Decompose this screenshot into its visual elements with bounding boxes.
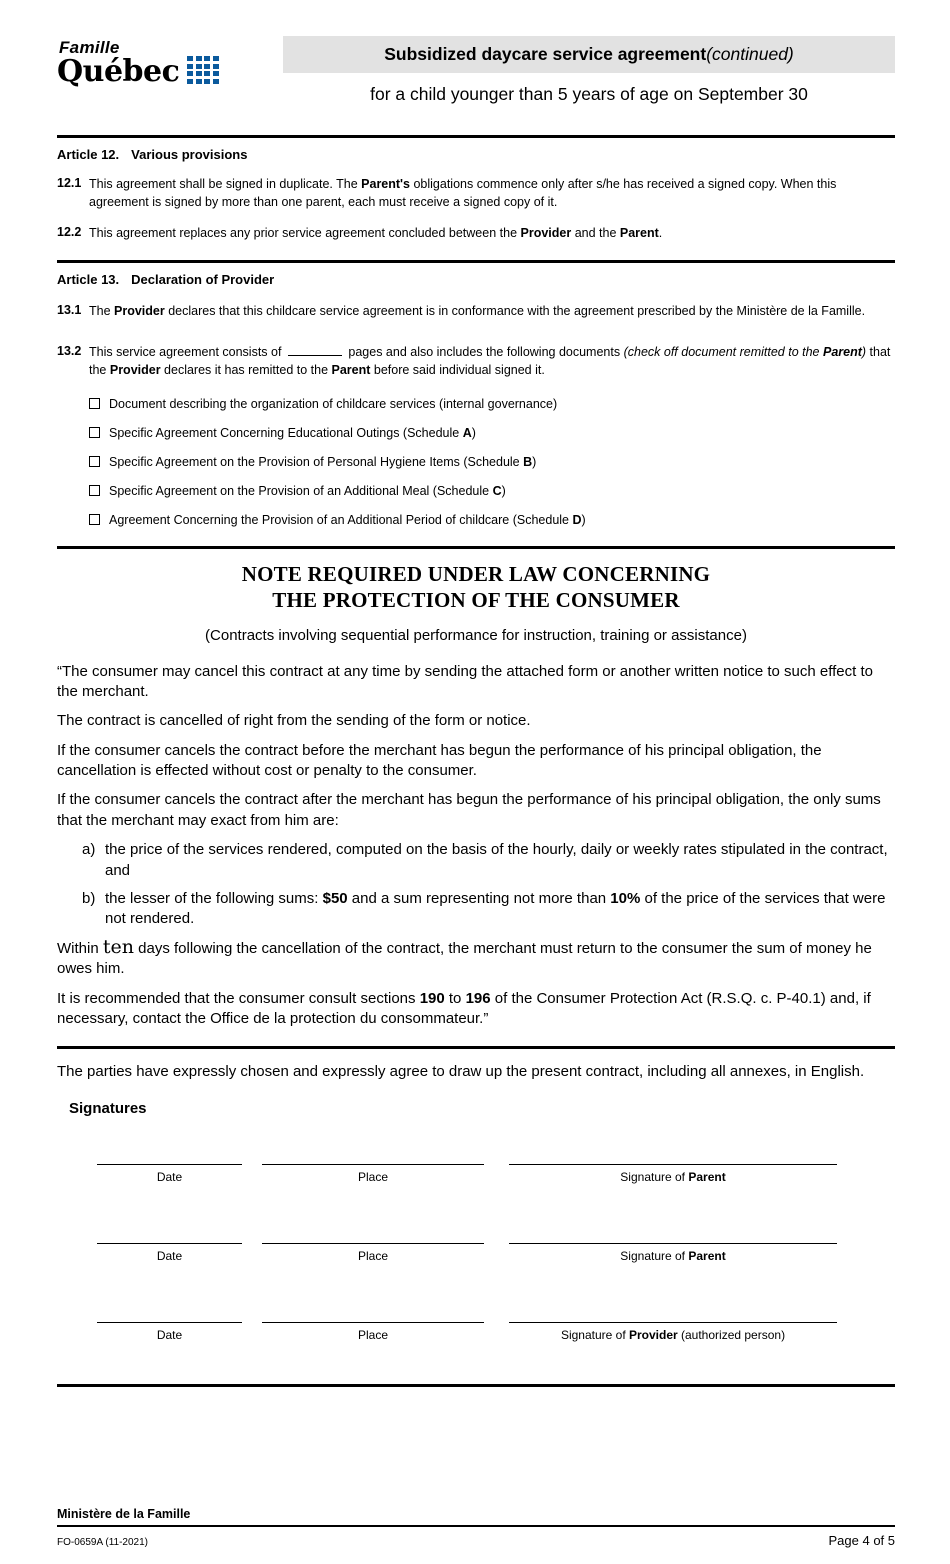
- text-segment: (continued): [706, 44, 794, 64]
- text-segment: Document describing the organization of childcare services (internal governance): [109, 397, 558, 411]
- footer-divider: [57, 1525, 895, 1527]
- signature-label: [509, 1170, 837, 1184]
- clause-13-1-number: 13.1: [57, 302, 82, 317]
- text-segment: .: [658, 226, 663, 240]
- text-segment: 190: [419, 989, 445, 1007]
- text-segment: Signature of: [620, 1248, 689, 1263]
- text-segment: Specific Agreement on the Provision of Personal Hygiene Items (Schedule: [109, 455, 524, 469]
- logo-quebec-text: Québec: [57, 54, 180, 89]
- note-body: [57, 662, 895, 1030]
- signatures-heading: Signatures: [69, 1099, 147, 1117]
- provider-signature-line[interactable]: [509, 1309, 837, 1323]
- text-segment: Parent: [688, 1248, 726, 1263]
- place-label: Place: [357, 1327, 389, 1342]
- note-list: [82, 840, 895, 930]
- text-segment: the price of the services rendered, computed on the basis of the hourly, daily or weekly rates stipulated in the contract, and: [105, 841, 888, 879]
- parent-signature-line-2[interactable]: [509, 1230, 837, 1244]
- text-segment: Agreement Concerning the Provision of an Additional Period of childcare (Schedule: [109, 513, 573, 527]
- text-segment: This agreement replaces any prior service agreement concluded between the: [89, 226, 521, 240]
- text-segment: ): [501, 484, 506, 498]
- text-segment: before said individual signed it.: [370, 362, 545, 377]
- text-segment: and the: [571, 226, 620, 240]
- text-segment: Provider: [520, 226, 572, 240]
- section-divider: [57, 1384, 895, 1387]
- clause-13-2: [57, 344, 895, 379]
- text-segment: $50: [322, 890, 348, 908]
- note-subtitle: (Contracts involving sequential performance for instruction, training or assistance): [205, 626, 747, 644]
- date-signature-line-1[interactable]: [97, 1151, 242, 1165]
- date-label: Date: [156, 1327, 183, 1342]
- ministry-name: Ministère de la Famille: [57, 1507, 191, 1521]
- text-segment: pages and also includes the following documents: [344, 345, 624, 359]
- note-title-line1: NOTE REQUIRED UNDER LAW CONCERNING: [241, 562, 711, 586]
- place-label: Place: [357, 1248, 389, 1263]
- consumer-protection-note: [57, 549, 895, 1038]
- text-segment: Provider: [114, 303, 165, 318]
- text-segment: A: [462, 426, 472, 440]
- note-paragraph-3: [57, 741, 895, 782]
- form-title-banner: [283, 36, 895, 73]
- list-item-a-text: [105, 840, 895, 881]
- note-title: [57, 561, 895, 614]
- text-segment: Within: [57, 939, 103, 957]
- text-segment: 10%: [610, 890, 641, 908]
- header-title-block: [283, 36, 895, 105]
- clause-13-1-text: [89, 303, 895, 321]
- text-segment: It is recommended that the consumer consult sections: [57, 989, 420, 1007]
- place-label: Place: [357, 1169, 389, 1184]
- place-signature-line-3[interactable]: [262, 1309, 484, 1323]
- text-segment: Parent: [688, 1169, 726, 1184]
- text-segment: of the Consumer Protection Act (R.S.Q. c. P-40.1) and, if necessary, contact the Office de la protection du consommateur.”: [57, 989, 871, 1027]
- article-13-section: [57, 263, 895, 543]
- text-segment: “The consumer may cancel this contract at any time by sending the attached form or another written notice to such effect to the merchant.: [57, 662, 873, 700]
- text-segment: If the consumer cancels the contract before the merchant has begun the performance of his principal obligation, the cancellation is effected without cost or penalty to the consumer.: [57, 741, 822, 780]
- text-segment: C: [492, 484, 502, 498]
- language-clause: The parties have expressly chosen and expressly agree to draw up the present contract, including all annexes, in English.: [57, 1063, 865, 1081]
- date-signature-line-2[interactable]: [97, 1230, 242, 1244]
- text-segment: D: [572, 513, 582, 527]
- text-segment: If the consumer cancels the contract after the merchant has begun the performance of his principal obligation, the only sums that the merchant may exact from him are:: [57, 791, 881, 829]
- form-subtitle: for a child younger than 5 years of age on September 30: [370, 84, 808, 104]
- logo-famille-text: Famille: [59, 38, 120, 57]
- text-segment: Provider: [109, 362, 161, 377]
- clause-13-2-text: [89, 344, 895, 379]
- quebec-government-logo: [57, 36, 283, 87]
- signature-label: [509, 1249, 837, 1263]
- text-segment: declares it has remitted to the: [160, 362, 332, 377]
- checkbox-label: [109, 513, 586, 528]
- note-paragraph-1: [57, 662, 895, 703]
- clause-12-1-number: 12.1: [57, 176, 82, 190]
- text-segment: Parent: [822, 345, 862, 359]
- text-segment: Signature of: [560, 1327, 629, 1342]
- clause-13-1: [57, 303, 895, 321]
- text-segment: the lesser of the following sums:: [105, 890, 323, 908]
- note-paragraph-6: [57, 989, 895, 1030]
- text-segment: ): [532, 455, 537, 469]
- page-number: Page 4 of 5: [828, 1533, 895, 1548]
- place-signature-line-2[interactable]: [262, 1230, 484, 1244]
- checkbox-label: [109, 455, 536, 470]
- article-12-heading: [57, 147, 895, 162]
- text-segment: 196: [465, 989, 491, 1007]
- text-segment: obligations commence only after s/he has received a signed copy. When this agreement is signed by more than one parent, each must receive a signed copy of it.: [89, 177, 837, 209]
- text-segment: and a sum representing not more than: [347, 890, 611, 908]
- note-paragraph-5: [57, 935, 895, 980]
- text-segment: Signature of: [620, 1169, 689, 1184]
- text-segment: B: [523, 455, 533, 469]
- quebec-flag-icon: [187, 56, 219, 84]
- signature-label: [509, 1328, 837, 1342]
- clause-12-1-text: [89, 176, 895, 211]
- page-footer: [57, 1507, 895, 1564]
- signature-row-provider: [97, 1309, 895, 1342]
- text-segment: (check off document remitted to the: [623, 345, 823, 359]
- checkbox-icon[interactable]: [89, 485, 100, 496]
- checkbox-row-schedule-c[interactable]: [89, 484, 895, 499]
- text-segment: Specific Agreement on the Provision of an Additional Meal (Schedule: [109, 484, 493, 498]
- list-marker-a: a): [82, 841, 96, 859]
- checkbox-row-internal-governance[interactable]: [89, 397, 895, 412]
- checkbox-row-schedule-a[interactable]: [89, 426, 895, 441]
- pages-blank-field[interactable]: [288, 344, 342, 356]
- note-title-line2: THE PROTECTION OF THE CONSUMER: [272, 588, 680, 613]
- checkbox-label: [109, 397, 557, 412]
- list-marker-b: b): [82, 890, 96, 908]
- text-segment: declares that this childcare service agreement is in conformance with the agreement prescribed by the Ministère de la Famille.: [164, 303, 866, 318]
- text-segment: Provider: [628, 1327, 678, 1342]
- text-segment: Parent's: [361, 177, 410, 191]
- date-label: Date: [156, 1248, 183, 1263]
- text-segment: Parent: [331, 362, 371, 377]
- article-13-heading: [57, 272, 895, 287]
- checkbox-row-schedule-d[interactable]: [89, 513, 895, 528]
- checkbox-icon[interactable]: [89, 398, 100, 409]
- note-paragraph-4: [57, 790, 895, 831]
- checkbox-icon[interactable]: [89, 427, 100, 438]
- article-13-title: Declaration of Provider: [131, 271, 275, 287]
- text-segment: The: [89, 303, 115, 318]
- article-12-number: Article 12.: [57, 147, 120, 162]
- remitted-documents-checklist: [89, 397, 895, 528]
- checkbox-row-schedule-b[interactable]: [89, 455, 895, 470]
- checkbox-icon[interactable]: [89, 514, 100, 525]
- text-segment: days following the cancellation of the contract, the merchant must return to the consumer the sum of money he owes him.: [57, 939, 872, 978]
- text-segment: ): [861, 345, 867, 359]
- checkbox-label: [109, 426, 476, 441]
- signature-row-parent-2: [97, 1230, 895, 1263]
- place-signature-line-1[interactable]: [262, 1151, 484, 1165]
- clause-13-2-number: 13.2: [57, 344, 82, 358]
- form-number: FO-0659A (11-2021): [57, 1537, 148, 1548]
- date-label: Date: [156, 1169, 183, 1184]
- text-segment: ten: [102, 935, 134, 958]
- clause-12-1: [57, 176, 895, 211]
- article-13-number: Article 13.: [57, 271, 120, 287]
- text-segment: The contract is cancelled of right from the sending of the form or notice.: [57, 712, 531, 730]
- text-segment: of the price of the services that were not rendered.: [105, 890, 886, 928]
- text-segment: This agreement shall be signed in duplicate. The: [89, 177, 362, 191]
- checkbox-label: [109, 484, 506, 499]
- list-item-b-text: [105, 889, 895, 930]
- checkbox-icon[interactable]: [89, 456, 100, 467]
- signature-row-parent-1: [97, 1151, 895, 1184]
- article-12-section: [57, 138, 895, 243]
- text-segment: This service agreement consists of: [89, 345, 285, 359]
- clause-12-2-text: [89, 225, 895, 243]
- signatures-section: [57, 1049, 895, 1386]
- clause-12-2-number: 12.2: [57, 225, 82, 239]
- text-segment: to: [444, 989, 466, 1007]
- text-segment: ): [581, 513, 586, 527]
- note-paragraph-2: [57, 711, 895, 731]
- text-segment: Subsidized daycare service agreement: [384, 44, 707, 64]
- text-segment: ): [471, 426, 476, 440]
- text-segment: that the: [89, 345, 891, 377]
- note-list-item-a: [82, 840, 895, 881]
- text-segment: Specific Agreement Concerning Educational Outings (Schedule: [109, 426, 463, 440]
- text-segment: Parent: [619, 226, 659, 240]
- text-segment: (authorized person): [677, 1327, 786, 1342]
- parent-signature-line-1[interactable]: [509, 1151, 837, 1165]
- date-signature-line-3[interactable]: [97, 1309, 242, 1323]
- page-header: [57, 36, 895, 105]
- article-12-title: Various provisions: [131, 147, 248, 162]
- clause-12-2: [57, 225, 895, 243]
- note-list-item-b: [82, 889, 895, 930]
